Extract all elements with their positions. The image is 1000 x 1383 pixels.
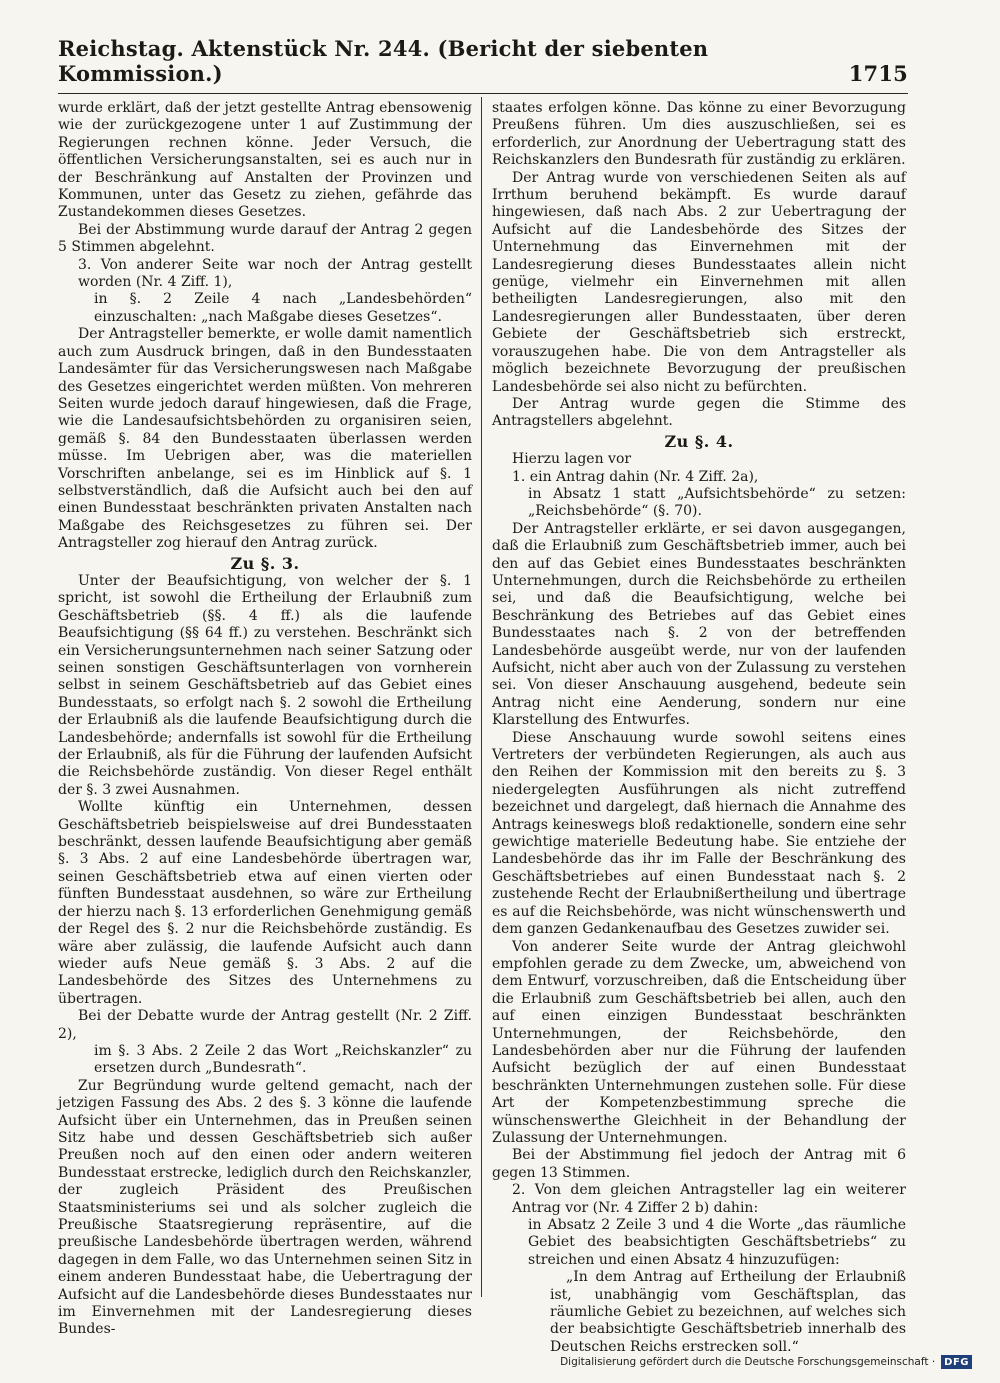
paragraph: wurde erklärt, daß der jetzt gestellte Antrag ebensowenig wie der zurückgezogene unter 1 auf Zustimmung der Regierungen rechnen könne. Jeder Versuch, die öffentlichen Versicherungsanstalten, sei es auch nur in der Beschränkung auf Anstalten der Provinzen und Kommunen, unter das Gesetz zu ziehen, gefährde das Zustandekommen dieses Gesetzes. [58, 100, 472, 221]
paragraph: Der Antragsteller bemerkte, er wolle damit namentlich auch zum Ausdruck bringen, daß in den Bundesstaaten Landesämter für das Versicherungswesen nach Maßgabe des Gesetzes eingerichtet werden müßten. Von mehreren Seiten wurde jedoch darauf hingewiesen, daß die Frage, wie die Landesaufsichtsbehörden zu organisiren seien, gemäß §. 84 den Bundesstaaten überlassen werden müsse. Im Uebrigen aber, was die materiellen Vorschriften anbelange, sei es im Hinblick auf §. 1 selbstverständlich, daß die Aufsicht auch bei den auf einen Bundesstaat beschränkten privaten Anstalten nach Maßgabe des Reichsgesetzes zu führen sei. Der Antragsteller zog hierauf den Antrag zurück. [58, 326, 472, 552]
funding-note: Digitalisierung gefördert durch die Deutsche Forschungsgemeinschaft · [560, 1356, 936, 1368]
header-rule [58, 93, 908, 94]
paragraph: Hierzu lagen vor [512, 451, 632, 468]
paragraph: Der Antragsteller erklärte, er sei davon ausgegangen, daß die Erlaubniß zum Geschäftsbetrieb immer, auch bei den auf das Gebiet eines Bundesstaates beschränkten Unternehmungen, durch die Reichsbehörde zu ertheilen sei, und daß die Beaufsichtigung, welche bei Beschränkung des Betriebes auf das Gebiet eines Bundesstaates nach §. 2 von der betreffenden Landesbehörde ausgeübt werde, nur von der laufenden Aufsicht, nicht aber auch von der Zulassung zu verstehen sei. Von dieser Anschauung ausgehend, bedeute sein Antrag nicht eine Aenderung, sondern nur eine Klarstellung des Entwurfes. [492, 520, 906, 729]
paragraph: Bei der Abstimmung wurde darauf der Antrag 2 gegen 5 Stimmen abgelehnt. [58, 221, 472, 256]
paragraph: staates erfolgen könne. Das könne zu einer Bevorzugung Preußens führen. Um dies auszuschließen, sei es erforderlich, zur Anordnung der Uebertragung statt des Reichskanzlers den Bundesrath für zuständig zu erklären. [492, 100, 906, 169]
paragraph: Diese Anschauung wurde sowohl seitens eines Vertreters der verbündeten Regierungen, als auch aus den Reihen der Kommission mit den bereits zu §. 3 niedergelegten Ausführungen als nicht zutreffend bezeichnet und dargelegt, daß hiernach die Annahme des Antrags keineswegs bloß redaktionelle, sondern eine sehr gewichtige materielle Bedeutung habe. Sie entziehe der Landesbehörde das ihr im Falle der Beschränkung des Geschäftsbetriebes auf einen Bundesstaat nach §. 2 zustehende Recht der Erlaubnißertheilung und übertrage es auf die Reichsbehörde, was nicht wünschenswerth und dem ganzen Gedankenaufbau des Gesetzes zuwider sei. [492, 729, 906, 938]
page-header [58, 36, 908, 86]
paragraph: Zur Begründung wurde geltend gemacht, nach der jetzigen Fassung des Abs. 2 des §. 3 könne die laufende Aufsicht über ein Unternehmen, das in Preußen seinen Sitz habe und dessen Geschäftsbetrieb sich außer Preußen noch auf den einen oder andern weiteren Bundesstaat erstrecke, lediglich durch den Reichskanzler, der zugleich Präsident des Preußischen Staatsministeriums sei und als solcher zugleich die Preußische Staatsregierung repräsentire, auf die preußische Landesbehörde übertragen werden, während dagegen in dem Falle, wo das Unternehmen seinen Sitz in einem anderen Bundesstaat habe, die Uebertragung der Aufsicht auf die Landesbehörde dieses Bundesstaates nur im Einvernehmen mit der Landesregierung dieses Bundes- [58, 1077, 472, 1338]
paragraph: in Absatz 2 Zeile 3 und 4 die Worte „das räumliche Gebiet des beabsichtigten Geschäftsbetriebs“ zu streichen und einen Absatz 4 hinzuzufügen: [528, 1217, 906, 1268]
paragraph: Wollte künftig ein Unternehmen, dessen Geschäftsbetrieb beispielsweise auf drei Bundesstaaten beschränkt, dessen laufende Beaufsichtigung aber gemäß §. 3 Abs. 2 auf eine Landesbehörde übertragen war, seinen Geschäftsbetrieb etwa auf einen vierten oder fünften Bundesstaat ausdehnen, so wäre zur Ertheilung der hierzu nach §. 13 erforderlichen Genehmigung gemäß der Regel des §. 2 nur die Reichsbehörde zuständig. Es wäre aber zulässig, die laufende Aufsicht auch dann wieder aufs Neue gemäß §. 3 Abs. 2 auf die Landesbehörde des Sitzes des Unternehmens zu übertragen. [58, 799, 472, 1007]
paragraph: Der Antrag wurde gegen die Stimme des Antragstellers abgelehnt. [492, 395, 906, 430]
paragraph: Unter der Beaufsichtigung, von welcher der §. 1 spricht, ist sowohl die Ertheilung der Erlaubniß zum Geschäftsbetrieb (§§. 4 ff.) als die laufende Beaufsichtigung (§§ 64 ff.) zu verstehen. Beschränkt sich ein Versicherungsunternehmen nach seiner Satzung oder seinen sonstigen Geschäftsunterlagen von vornherein selbst in seinem Geschäftsbetrieb auf das Gebiet eines Bundesstaats, so erfolgt nach §. 2 sowohl die Ertheilung der Erlaubniß als die laufende Beaufsichtigung durch die Landesbehörde; andernfalls ist sowohl für die Ertheilung der Erlaubniß, als für die Führung der laufenden Aufsicht die Reichsbehörde zuständig. Von dieser Regel enthält der §. 3 zwei Ausnahmen. [58, 572, 472, 798]
paragraph: Von anderer Seite wurde der Antrag gleichwohl empfohlen gerade zu dem Zwecke, um, abweichend von dem Entwurf, vorzuschreiben, daß die Entscheidung über die Erlaubniß zum Geschäftsbetrieb bei allen, auch den auf einen einzigen Bundesstaat beschränkten Unternehmungen, der Reichsbehörde, den Landesbehörden aber nur die Führung der laufenden Aufsicht bezüglich der auf einen Bundesstaat beschränkten Unternehmungen zustehen solle. Für diese Art der Kompetenzbestimmung spreche die wünschenswerthe Gleichheit in der Behandlung der Zulassung der Unternehmungen. [492, 938, 906, 1146]
paragraph: in §. 2 Zeile 4 nach „Landesbehörden“ einzuschalten: „nach Maßgabe dieses Gesetzes“. [94, 291, 472, 325]
paragraph: Bei der Abstimmung fiel jedoch der Antrag mit 6 gegen 13 Stimmen. [492, 1147, 906, 1181]
section-heading: Zu §. 3. [230, 553, 300, 573]
paragraph: „In dem Antrag auf Ertheilung der Erlaubniß ist, unabhängig vom Geschäftsplan, das räumliche Gebiet zu bezeichnen, auf welches sich der beabsichtigte Geschäftsbetrieb innerhalb des Deutschen Reichs erstrecken soll.“ [550, 1269, 906, 1355]
section-heading: Zu §. 4. [664, 431, 734, 451]
paragraph: in Absatz 1 statt „Aufsichtsbehörde“ zu setzen: „Reichsbehörde“ (§. 70). [528, 485, 906, 520]
paragraph: Bei der Debatte wurde der Antrag gestellt (Nr. 2 Ziff. 2), [58, 1008, 472, 1042]
page-number: 1715 [848, 61, 908, 86]
paragraph: Der Antrag wurde von verschiedenen Seiten als auf Irrthum beruhend bekämpft. Es wurde darauf hingewiesen, daß nach Abs. 2 zur Uebertragung der Aufsicht auf die Landesbehörde des Sitzes der Unternehmung das Einvernehmen mit der Landesregierung dieses Bundesstaates allein nicht genüge, vielmehr ein Einvernehmen mit allen betheiligten Landesregierungen, also mit den Landesregierungen aller Bundesstaaten, über deren Gebiete der Geschäftsbetrieb sich erstreckt, vorauszugehen habe. Die von dem Antragsteller als möglich bezeichnete Bevorzugung der preußischen Landesbehörde sei also nicht zu befürchten. [492, 169, 906, 395]
left-column [58, 100, 472, 1338]
column-separator [481, 97, 482, 1297]
page-footer [560, 1352, 972, 1372]
right-column [492, 100, 906, 1355]
paragraph: 1. ein Antrag dahin (Nr. 4 Ziff. 2a), [512, 468, 759, 485]
paragraph: 2. Von dem gleichen Antragsteller lag ein weiterer Antrag vor (Nr. 4 Ziffer 2 b) dahin: [512, 1182, 906, 1216]
running-title: Reichstag. Aktenstück Nr. 244. (Bericht der siebenten Kommission.) [58, 36, 709, 86]
dfg-logo: DFG [941, 1355, 972, 1369]
paragraph: im §. 3 Abs. 2 Zeile 2 das Wort „Reichskanzler“ zu ersetzen durch „Bundesrath“. [94, 1042, 472, 1077]
paragraph: 3. Von anderer Seite war noch der Antrag gestellt worden (Nr. 4 Ziff. 1), [78, 256, 472, 291]
